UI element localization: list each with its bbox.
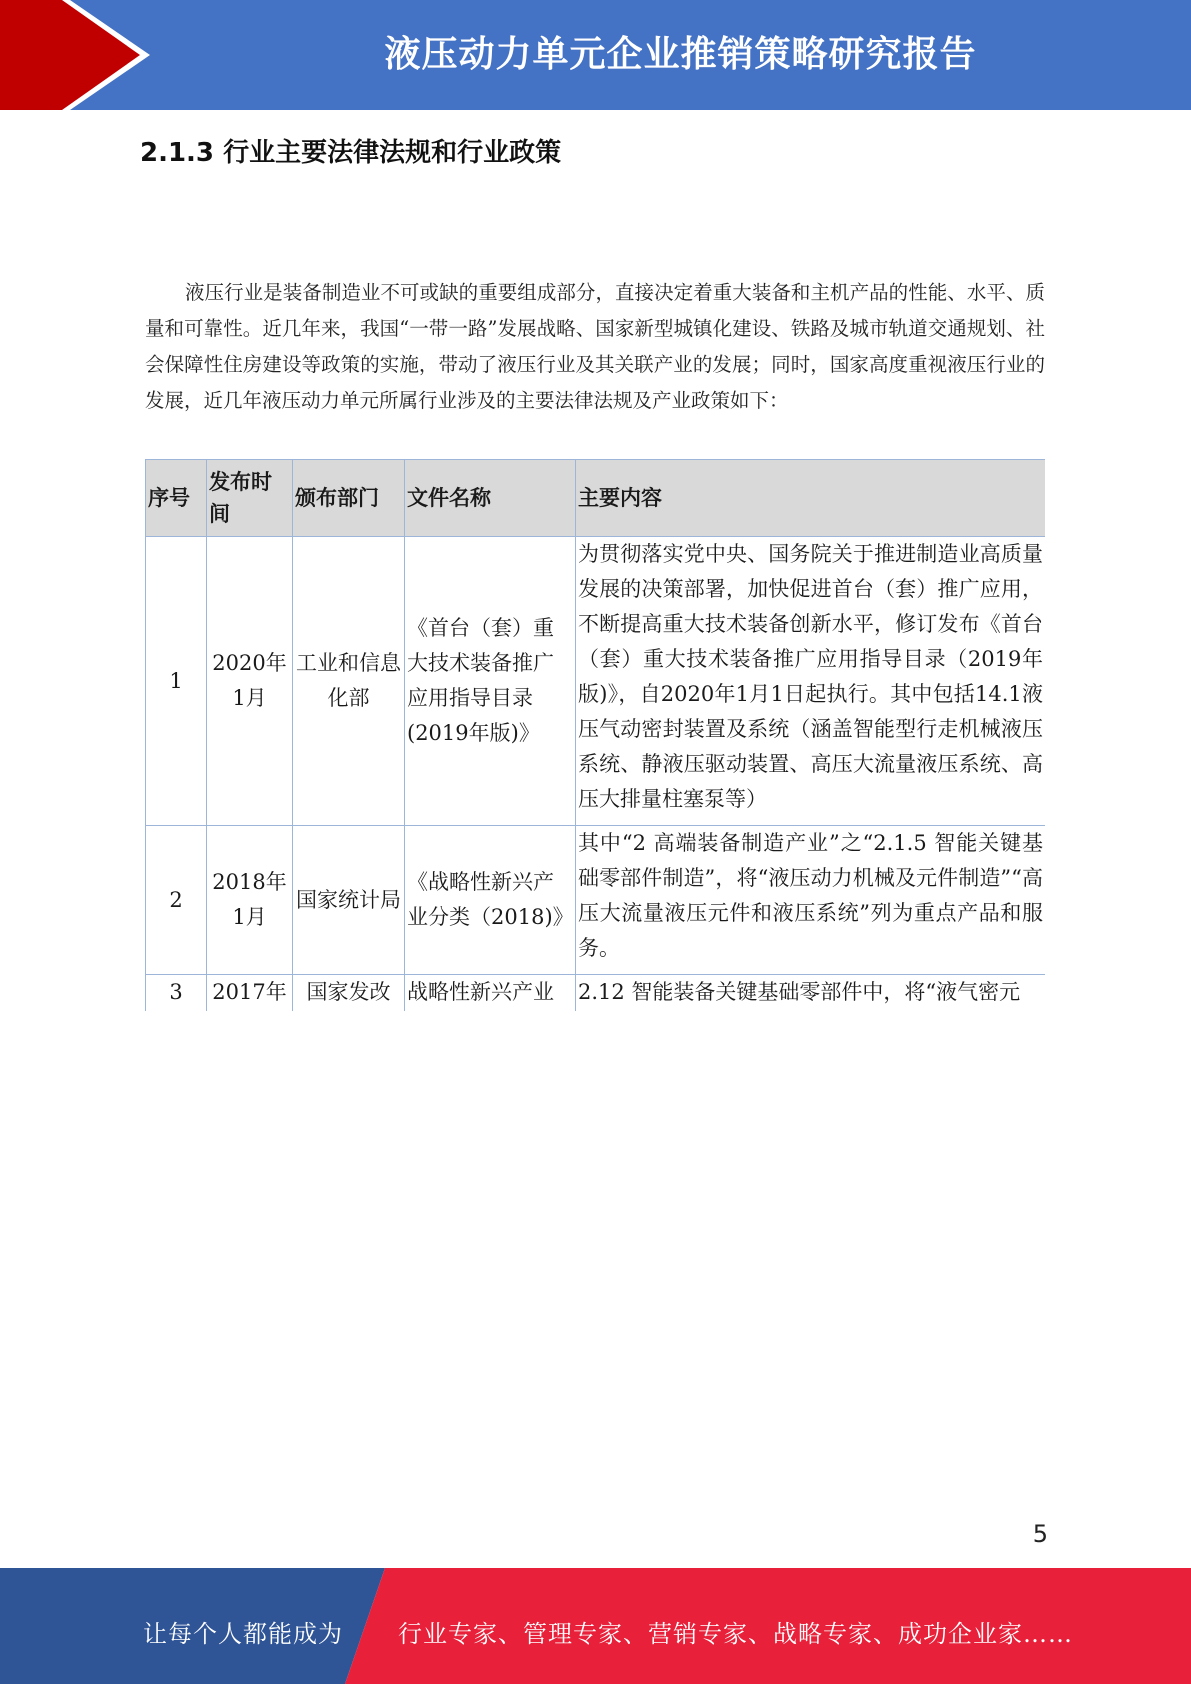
header-date: 发布时间 [207,460,293,537]
policy-table [145,459,1045,1011]
table-header-row [146,460,1046,537]
cell-doc: 《首台（套）重大技术装备推广应用指导目录(2019年版)》 [405,537,576,826]
policy-table-container [145,459,1045,1011]
header-dept: 颁布部门 [293,460,405,537]
footer-slogan-left: 让每个人都能成为 [143,1620,343,1648]
header-chevron-icon [0,0,160,110]
cell-content: 为贯彻落实党中央、国务院关于推进制造业高质量发展的决策部署，加快促进首台（套）推广应用，不断提高重大技术装备创新水平，修订发布《首台（套）重大技术装备推广应用指导目录（2019年版)》，自2020年1月1日起执行。其中包括14.1液压气动密封装置及系统（涵盖智能型行走机械液压系统、静液压驱动装置、高压大流量液压系统、高压大排量柱塞泵等） [576,537,1046,826]
intro-paragraph: 液压行业是装备制造业不可或缺的重要组成部分，直接决定着重大装备和主机产品的性能、水平、质量和可靠性。近几年来，我国“一带一路”发展战略、国家新型城镇化建设、铁路及城市轨道交通规划、社会保障性住房建设等政策的实施，带动了液压行业及其关联产业的发展；同时，国家高度重视液压行业的发展，近几年液压动力单元所属行业涉及的主要法律法规及产业政策如下： [145,281,1045,412]
header-no: 序号 [146,460,207,537]
footer-slogan-right: 行业专家、管理专家、营销专家、战略专家、成功企业家…… [398,1620,1073,1648]
cell-content: 其中“2 高端装备制造产业”之“2.1.5 智能关键基础零部件制造”，将“液压动力机械及元件制造”“高压大流量液压元件和液压系统”列为重点产品和服务。 [576,826,1046,975]
section-heading: 2.1.3 行业主要法律法规和行业政策 [140,138,562,168]
page-number: 5 [1032,1520,1048,1548]
page-footer [0,1568,1191,1684]
report-title: 液压动力单元企业推销策略研究报告 [384,34,977,75]
page-header [0,0,1191,110]
cell-content: 2.12 智能装备关键基础零部件中，将“液气密元 [576,975,1046,1012]
cell-date: 2017年 [207,975,293,1012]
cell-doc: 《战略性新兴产业分类（2018)》 [405,826,576,975]
cell-doc: 战略性新兴产业 [405,975,576,1012]
cell-date: 2020年1月 [207,537,293,826]
table-row [146,975,1046,1012]
cell-dept: 国家发改 [293,975,405,1012]
cell-no: 1 [146,537,207,826]
table-row [146,826,1046,975]
cell-dept: 国家统计局 [293,826,405,975]
header-content: 主要内容 [576,460,1046,537]
cell-no: 2 [146,826,207,975]
cell-date: 2018年1月 [207,826,293,975]
table-row [146,537,1046,826]
cell-no: 3 [146,975,207,1012]
header-doc: 文件名称 [405,460,576,537]
cell-dept: 工业和信息化部 [293,537,405,826]
